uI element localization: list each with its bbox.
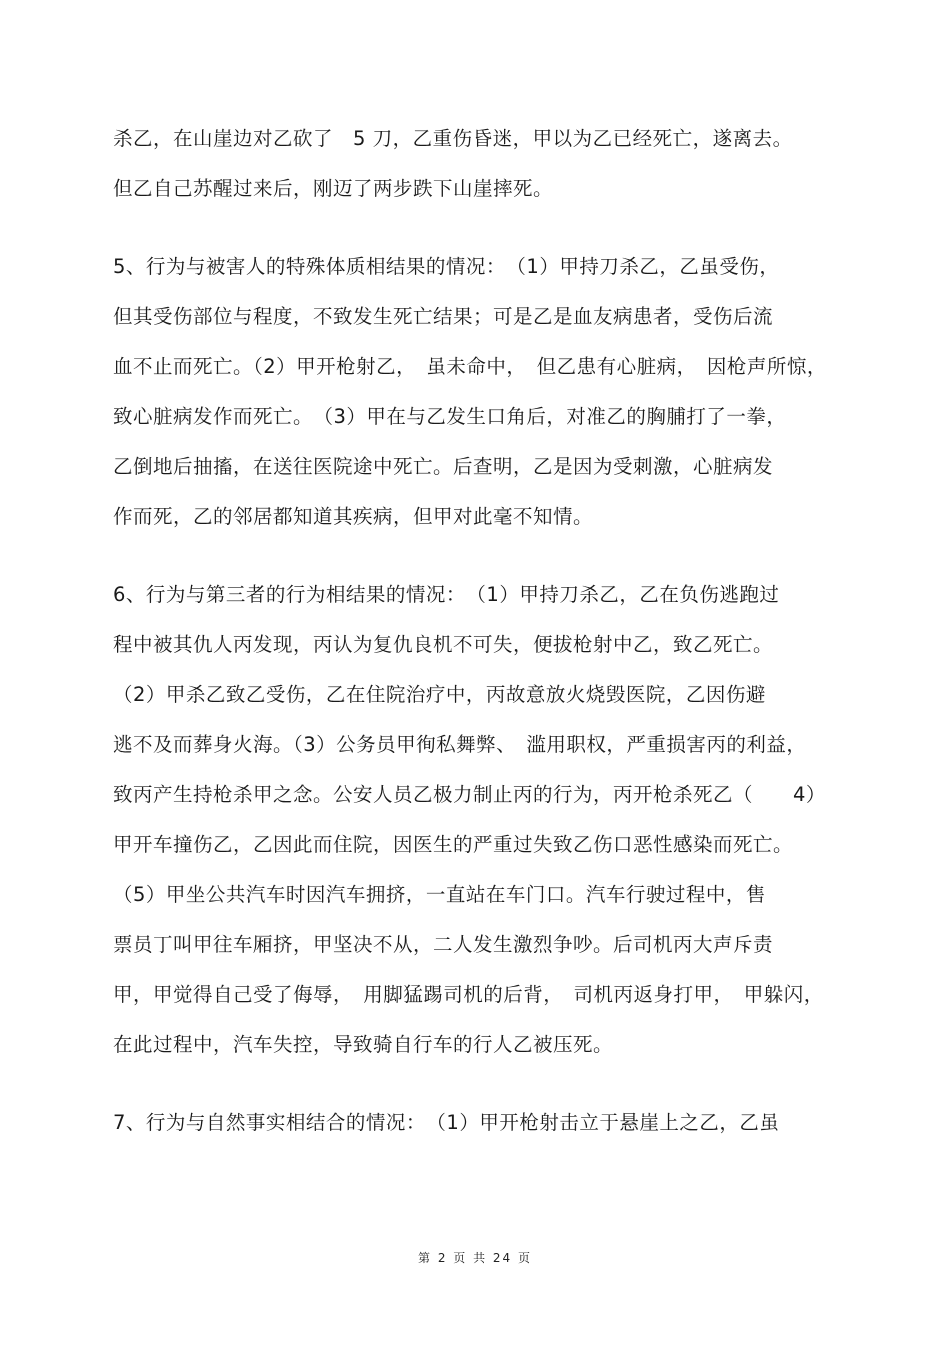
paragraph-3 bbox=[113, 580, 853, 1059]
text-line: 甲开车撞伤乙，乙因此而住院，因医生的严重过失致乙伤口恶性感染而死亡。 bbox=[113, 833, 794, 856]
paragraph-1 bbox=[113, 124, 853, 203]
paragraph-spacer bbox=[113, 203, 853, 252]
paragraph-4 bbox=[113, 1108, 853, 1137]
text-line: 但乙自己苏醒过来后，刚迈了两步跌下山崖摔死。 bbox=[113, 177, 554, 200]
text-line: （2）甲杀乙致乙受伤，乙在住院治疗中，丙故意放火烧毁医院，乙因伤避 bbox=[113, 683, 766, 706]
text-line: 逃不及而葬身火海。（3）公务员甲徇私舞弊、 滥用职权，严重损害丙的利益， bbox=[113, 733, 807, 756]
paragraph-spacer bbox=[113, 531, 853, 580]
text-line: （5）甲坐公共汽车时因汽车拥挤，一直站在车门口。汽车行驶过程中，售 bbox=[113, 883, 766, 906]
text-line: 票员丁叫甲往车厢挤，甲坚决不从，二人发生激烈争吵。后司机丙大声斥责 bbox=[113, 933, 774, 956]
text-line: 致心脏病发作而死亡。 （3）甲在与乙发生口角后，对准乙的胸脯打了一拳， bbox=[113, 405, 787, 428]
text-line: 但其受伤部位与程度，不致发生死亡结果；可是乙是血友病患者，受伤后流 bbox=[113, 305, 774, 328]
page-number-footer: 第 2 页 共 24 页 bbox=[418, 1251, 532, 1265]
paragraph-spacer bbox=[113, 1059, 853, 1108]
text-line: 6、行为与第三者的行为相结果的情况： （1）甲持刀杀乙，乙在负伤逃跑过 bbox=[113, 583, 780, 606]
text-line: 7、行为与自然事实相结合的情况： （1）甲开枪射击立于悬崖上之乙，乙虽 bbox=[113, 1111, 780, 1134]
text-line: 甲，甲觉得自己受了侮辱， 用脚猛踢司机的后背， 司机丙返身打甲， 甲躲闪， bbox=[113, 983, 824, 1006]
text-line: 杀乙，在山崖边对乙砍了 5 刀，乙重伤昏迷，甲以为乙已经死亡，遂离去。 bbox=[113, 127, 793, 150]
text-line: 作而死，乙的邻居都知道其疾病，但甲对此毫不知情。 bbox=[113, 505, 594, 528]
body-text bbox=[113, 124, 853, 1137]
text-line: 在此过程中，汽车失控，导致骑自行车的行人乙被压死。 bbox=[113, 1033, 614, 1056]
text-line: 致丙产生持枪杀甲之念。公安人员乙极力制止丙的行为，丙开枪杀死乙（ 4） bbox=[113, 783, 826, 806]
text-line: 5、行为与被害人的特殊体质相结果的情况： （1）甲持刀杀乙，乙虽受伤， bbox=[113, 255, 780, 278]
paragraph-2 bbox=[113, 252, 853, 531]
text-line: 程中被其仇人丙发现，丙认为复仇良机不可失，便拔枪射中乙，致乙死亡。 bbox=[113, 633, 774, 656]
text-line: 血不止而死亡。（2）甲开枪射乙， 虽未命中， 但乙患有心脏病， 因枪声所惊， bbox=[113, 355, 827, 378]
text-line: 乙倒地后抽搐，在送往医院途中死亡。后查明，乙是因为受刺激，心脏病发 bbox=[113, 455, 774, 478]
